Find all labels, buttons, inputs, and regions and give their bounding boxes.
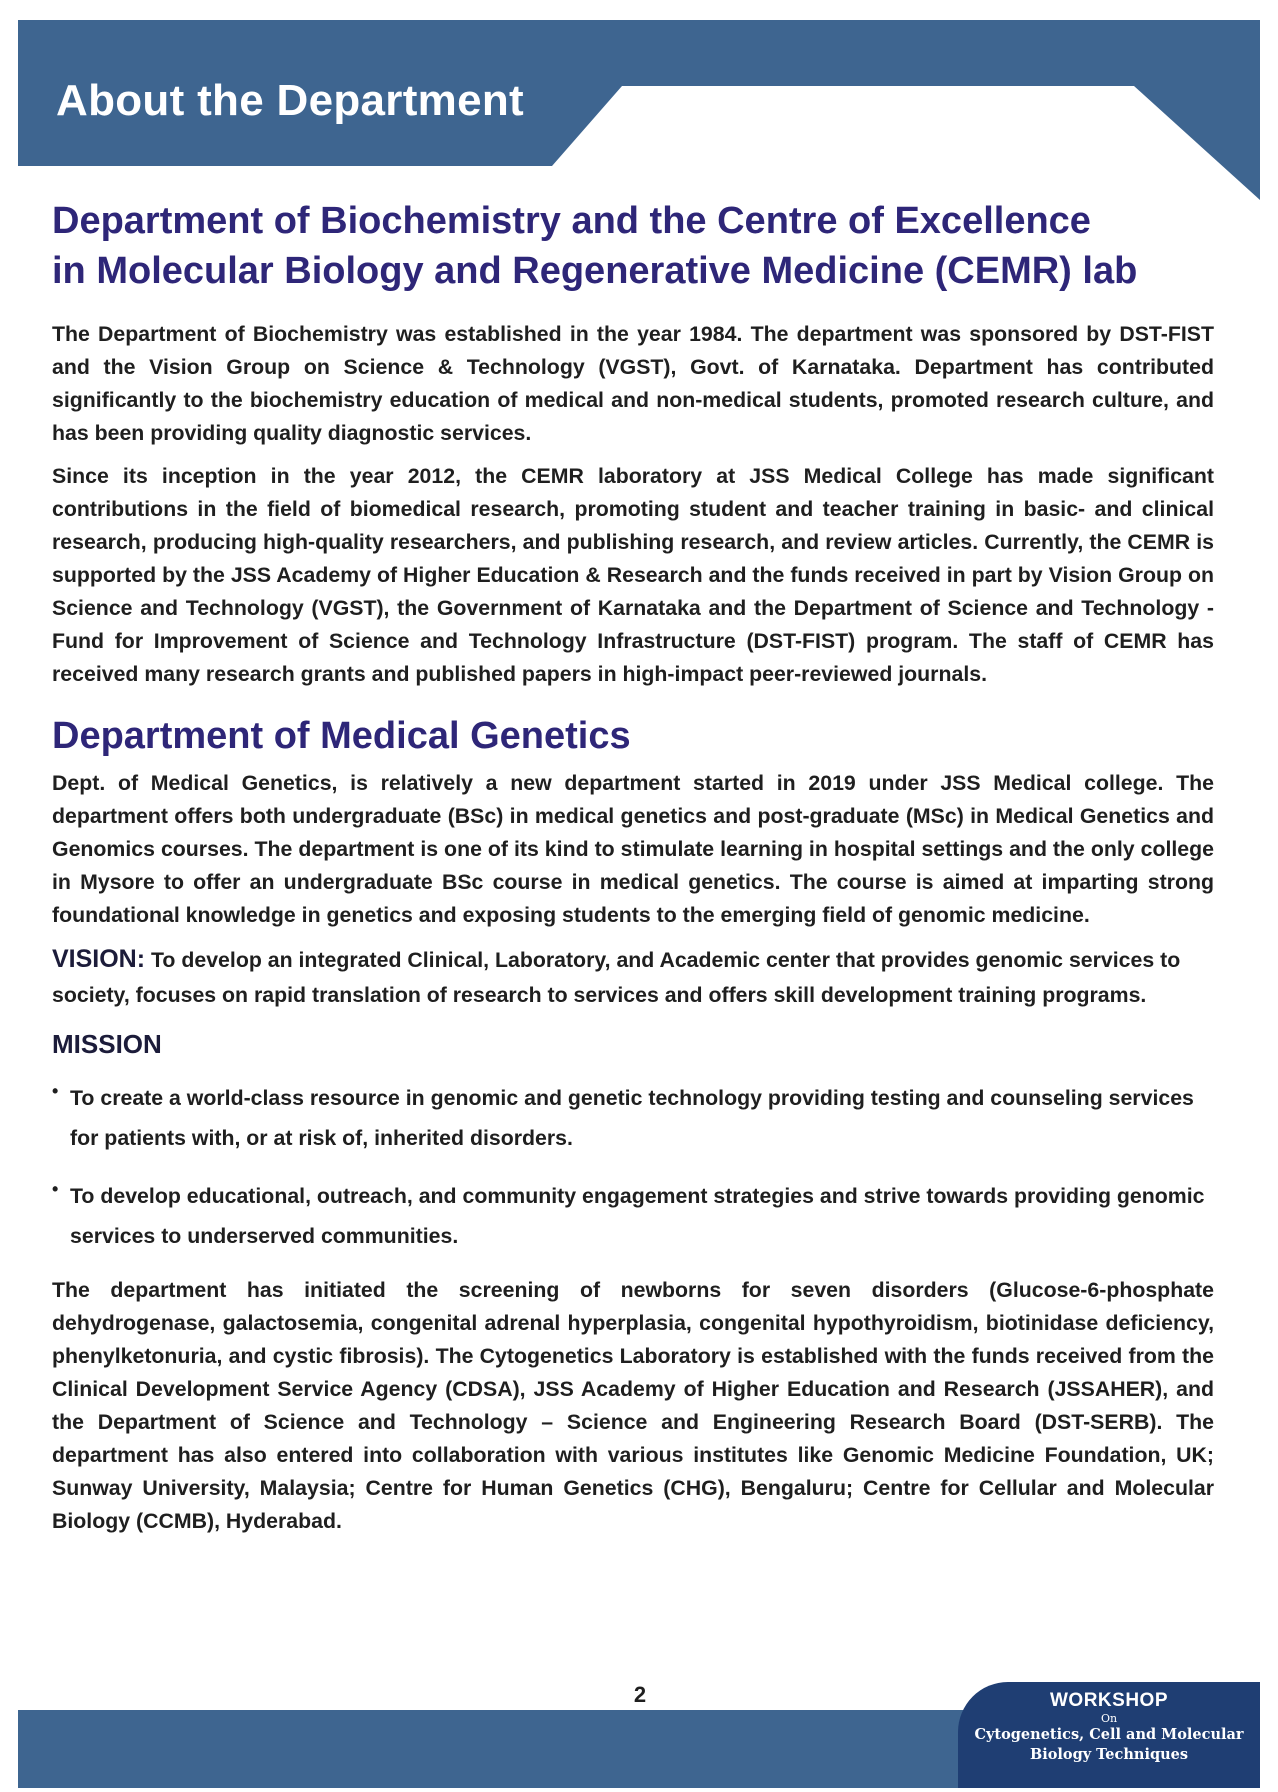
biochemistry-title-line-1: Department of Biochemistry and the Centre of Excellence [52,200,1091,242]
workshop-subtitle-line-1: Cytogenetics, Cell and Molecular [974,1726,1244,1743]
page-heading: About the Department [56,76,524,125]
vision-statement [52,942,1214,1013]
genetics-section-title: Department of Medical Genetics [52,715,631,758]
workshop-title: WORKSHOP [1050,1690,1168,1711]
mission-item-text: To develop educational, outreach, and community engagement strategies and strive towards providing genomic services to underserved communities. [70,1184,1205,1249]
biochemistry-title-line-2: in Molecular Biology and Regenerative Medicine (CEMR) lab [52,250,1138,293]
mission-item-1 [52,1078,1214,1158]
workshop-badge [958,1682,1260,1788]
workshop-subtitle-line-2: Biology Techniques [1029,1746,1189,1763]
genetics-paragraph-2: The department has initiated the screening of newborns for seven disorders (Glucose-6-phosphate dehydrogenase, galactosemia, congenital adrenal hyperplasia, congenital hypothyroidism, biotinidase deficiency, phenylketonuria, and cystic fibrosis). The Cytogenetics Laboratory is established with the funds received from the Clinical Development Service Agency (CDSA), JSS Academy of Higher Education and Research (JSSAHER), and the Department of Science and Technology – Science and Engineering Research Board (DST-SERB). The department has also entered into collaboration with various institutes like Genomic Medicine Foundation, UK; Sunway University, Malaysia; Centre for Human Genetics (CHG), Bengaluru; Centre for Cellular and Molecular Biology (CCMB), Hyderabad. [52,1278,1214,1534]
biochemistry-paragraph-2: Since its inception in the year 2012, the CEMR laboratory at JSS Medical College has made significant contributions in the field of biomedical research, promoting student and teacher training in basic- and clinical research, producing high-quality researchers, and publishing research, and review articles. Currently, the CEMR is supported by the JSS Academy of Higher Education & Research and the funds received in part by Vision Group on Science and Technology (VGST), the Government of Karnataka and the Department of Science and Technology - Fund for Improvement of Science and Technology Infrastructure (DST-FIST) program. The staff of CEMR has received many research grants and published papers in high-impact peer-reviewed journals. [52,464,1214,687]
biochemistry-section-title [52,196,1214,296]
mission-item-2 [52,1176,1214,1256]
bullet-icon: • [52,1081,59,1102]
vision-text: To develop an integrated Clinical, Laboratory, and Academic center that provides genomic services to society, focuses on rapid translation of research to services and offers skill development training programs. [52,948,1181,1008]
genetics-paragraph-1: Dept. of Medical Genetics, is relatively a new department started in 2019 under JSS Medical college. The department offers both undergraduate (BSc) in medical genetics and post-graduate (MSc) in Medical Genetics and Genomics courses. The department is one of its kind to stimulate learning in hospital settings and the only college in Mysore to offer an undergraduate BSc course in medical genetics. The course is aimed at imparting strong foundational knowledge in genetics and exposing students to the emerging field of genomic medicine. [52,771,1214,928]
biochemistry-paragraph-1: The Department of Biochemistry was established in the year 1984. The department was sponsored by DST-FIST and the Vision Group on Science & Technology (VGST), Govt. of Karnataka. Department has contributed significantly to the biochemistry education of medical and non-medical students, promoted research culture, and has been providing quality diagnostic services. [52,322,1214,446]
workshop-on-label: On [1100,1712,1118,1725]
vision-label: VISION: [52,945,146,974]
mission-heading: MISSION [52,1029,162,1060]
bullet-icon: • [52,1179,59,1200]
main-content [52,196,1214,1548]
mission-item-text: To create a world-class resource in genomic and genetic technology providing testing and counseling services for patients with, or at risk of, inherited disorders. [70,1086,1194,1151]
page-number: 2 [633,1682,647,1707]
